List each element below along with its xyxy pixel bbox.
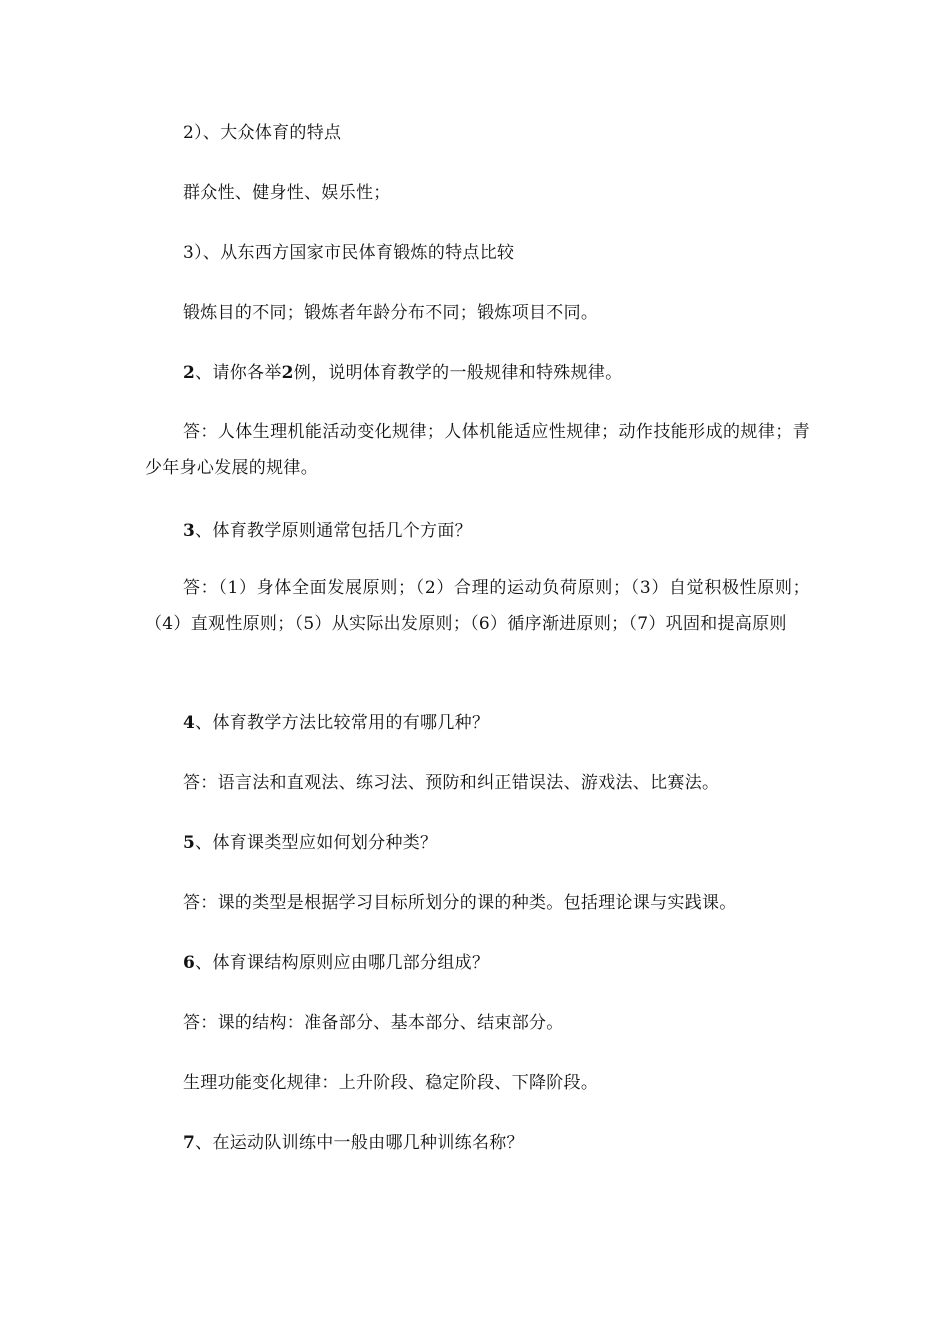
question-7-number: 7	[183, 1133, 196, 1153]
question-4-text: 、体育教学方法比较常用的有哪几种？	[195, 713, 490, 733]
subheading-east-west-comparison: 3）、从东西方国家市民体育锻炼的特点比较	[183, 243, 515, 263]
answer-3: 答：（1）身体全面发展原则；（2）合理的运动负荷原则；（3）自觉积极性原则；（4）直观性原则；（5）从实际出发原则；（6）循序渐进原则；（7）巩固和提高原则	[145, 578, 810, 634]
question-7-text: 、在运动队训练中一般由哪几种训练名称？	[195, 1133, 524, 1153]
paragraph-physiological-changes: 生理功能变化规律：上升阶段、稳定阶段、下降阶段。	[183, 1073, 599, 1093]
question-3-number: 3	[183, 521, 196, 541]
question-4-number: 4	[183, 713, 196, 733]
question-7	[183, 1132, 524, 1154]
question-2-text-b: 例，说明体育教学的一般规律和特殊规律。	[293, 363, 623, 383]
question-2-text-a: 、请你各举	[195, 363, 282, 383]
question-5-number: 5	[183, 833, 196, 853]
question-5-text: 、体育课类型应如何划分种类？	[195, 833, 438, 853]
answer-2: 答：人体生理机能活动变化规律；人体机能适应性规律；动作技能形成的规律；青少年身心发展的规律。	[145, 422, 810, 478]
paragraph-comparison-answer: 锻炼目的不同；锻炼者年龄分布不同；锻炼项目不同。	[183, 303, 599, 323]
question-6-number: 6	[183, 953, 196, 973]
question-2	[183, 362, 622, 384]
question-4	[183, 712, 489, 734]
answer-6: 答：课的结构：准备部分、基本部分、结束部分。	[183, 1013, 564, 1033]
question-6	[183, 952, 489, 974]
subheading-mass-sports-features: 2）、大众体育的特点	[183, 123, 342, 143]
question-3	[183, 520, 472, 542]
question-3-text: 、体育教学原则通常包括几个方面？	[195, 521, 472, 541]
answer-4: 答：语言法和直观法、练习法、预防和纠正错误法、游戏法、比赛法。	[183, 773, 720, 793]
question-5	[183, 832, 437, 854]
question-2-number: 2	[183, 363, 196, 383]
question-6-text: 、体育课结构原则应由哪几部分组成？	[195, 953, 490, 973]
paragraph-mass-sports-traits: 群众性、健身性、娱乐性；	[183, 183, 391, 203]
answer-5: 答：课的类型是根据学习目标所划分的课的种类。包括理论课与实践课。	[183, 893, 737, 913]
question-2-inline-number: 2	[281, 363, 294, 383]
